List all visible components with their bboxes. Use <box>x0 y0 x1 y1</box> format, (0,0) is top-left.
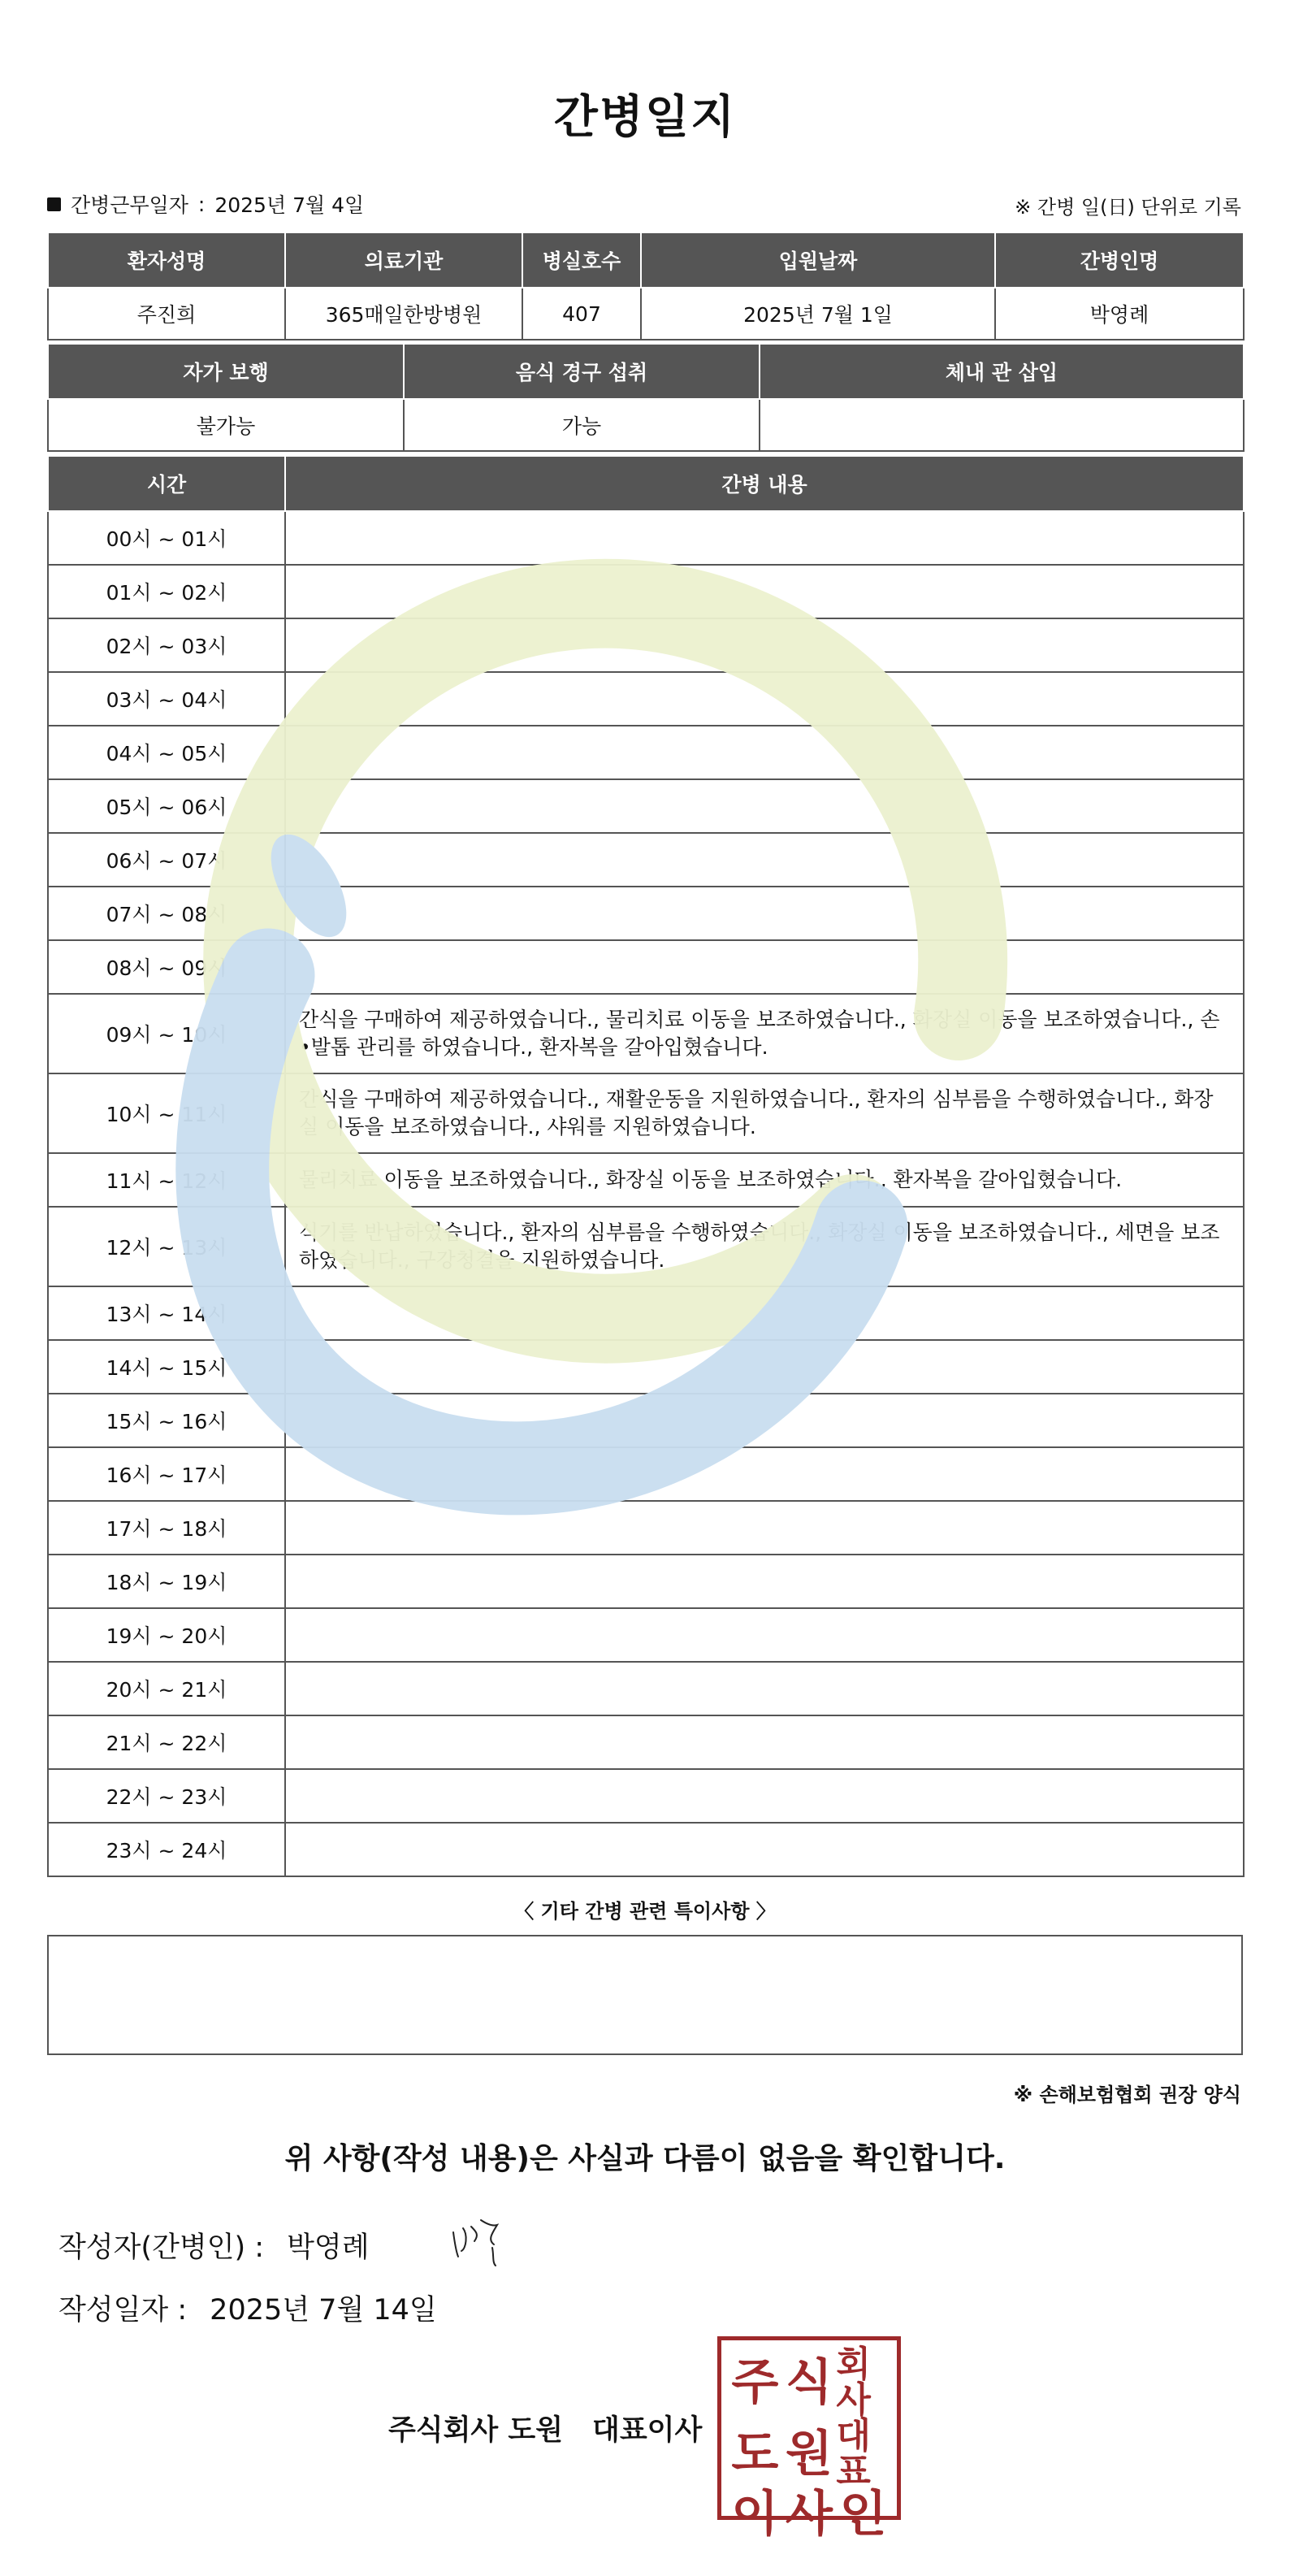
writer-name: 박영례 <box>287 2231 370 2264</box>
stamp-char: 원 <box>786 2426 833 2483</box>
care-content <box>285 726 1244 779</box>
table-row <box>48 833 1244 887</box>
oral-intake-value: 가능 <box>404 399 760 451</box>
self-walking-value: 불가능 <box>48 399 404 451</box>
table-row <box>48 1286 1244 1340</box>
time-slot: 21시 ~ 22시 <box>48 1715 285 1769</box>
table-row <box>48 1715 1244 1769</box>
stamp-char: 도 <box>731 2426 779 2483</box>
table-row <box>48 994 1244 1073</box>
writer-label: 작성자(간병인) : <box>58 2231 265 2264</box>
care-content <box>285 887 1244 940</box>
writer-line <box>58 2225 370 2266</box>
special-notes-title: 〈 기타 간병 관련 특이사항 〉 <box>514 1900 776 1923</box>
care-content: 간식을 구매하여 제공하였습니다., 재활운동을 지원하였습니다., 환자의 심부름을 수행하였습니다., 화장실 이동을 보조하였습니다., 샤워를 지원하였습니다. <box>285 1073 1244 1153</box>
written-date-line <box>58 2288 437 2328</box>
header-admission-date: 입원날짜 <box>641 232 995 288</box>
time-slot: 01시 ~ 02시 <box>48 565 285 618</box>
table-header-row <box>48 344 1244 399</box>
time-slot: 23시 ~ 24시 <box>48 1823 285 1876</box>
time-slot: 03시 ~ 04시 <box>48 672 285 726</box>
patient-info-table <box>47 232 1245 340</box>
stamp-char: 이 <box>731 2486 779 2543</box>
confirmation-statement: 위 사항(작성 내용)은 사실과 다름이 없음을 확인합니다. <box>284 2142 1006 2175</box>
table-row <box>48 672 1244 726</box>
time-slot: 09시 ~ 10시 <box>48 994 285 1073</box>
page-title: 간병일지 <box>553 91 737 144</box>
admission-date: 2025년 7월 1일 <box>641 288 995 340</box>
header-hospital: 의료기관 <box>285 232 522 288</box>
stamp-char: 주 <box>731 2354 779 2411</box>
table-row <box>48 1501 1244 1555</box>
header-caregiver-name: 간병인명 <box>995 232 1244 288</box>
table-row <box>48 887 1244 940</box>
stamp-char: 회사 <box>836 2344 871 2421</box>
time-slot: 22시 ~ 23시 <box>48 1769 285 1823</box>
header-patient-name: 환자성명 <box>48 232 285 288</box>
tube-insertion-value <box>760 399 1244 451</box>
patient-status-table <box>47 343 1245 452</box>
care-content <box>285 940 1244 994</box>
care-log-table <box>47 455 1245 1877</box>
care-content <box>285 1555 1244 1608</box>
table-header-row <box>48 456 1244 511</box>
time-slot: 11시 ~ 12시 <box>48 1153 285 1207</box>
time-slot: 14시 ~ 15시 <box>48 1340 285 1394</box>
table-row <box>48 1555 1244 1608</box>
handwritten-signature <box>447 2212 520 2277</box>
daily-record-note: ※ 간병 일(日) 단위로 기록 <box>1015 196 1241 219</box>
work-date-separator: : <box>197 192 206 216</box>
table-row <box>48 779 1244 833</box>
table-row <box>48 565 1244 618</box>
stamp-char: 사 <box>786 2486 833 2543</box>
care-content: 물리치료 이동을 보조하였습니다., 화장실 이동을 보조하였습니다., 환자복을 갈아입혔습니다. <box>285 1153 1244 1207</box>
table-row <box>48 1662 1244 1715</box>
care-content <box>285 1447 1244 1501</box>
room-number: 407 <box>522 288 641 340</box>
time-slot: 04시 ~ 05시 <box>48 726 285 779</box>
care-content <box>285 511 1244 565</box>
table-row <box>48 1073 1244 1153</box>
care-content <box>285 618 1244 672</box>
time-slot: 12시 ~ 13시 <box>48 1207 285 1286</box>
care-content: 식기를 반납하였습니다., 환자의 심부름을 수행하였습니다., 화장실 이동을 보조하였습니다., 세면을 보조하였습니다., 구강청결을 지원하였습니다. <box>285 1207 1244 1286</box>
care-content <box>285 1501 1244 1555</box>
header-time: 시간 <box>48 456 285 511</box>
patient-name: 주진희 <box>48 288 285 340</box>
table-row <box>48 288 1244 340</box>
time-slot: 07시 ~ 08시 <box>48 887 285 940</box>
table-row <box>48 1207 1244 1286</box>
time-slot: 18시 ~ 19시 <box>48 1555 285 1608</box>
time-slot: 05시 ~ 06시 <box>48 779 285 833</box>
time-slot: 15시 ~ 16시 <box>48 1394 285 1447</box>
hospital-name: 365매일한방병원 <box>285 288 522 340</box>
stamp-char: 인 <box>839 2486 887 2543</box>
time-slot: 06시 ~ 07시 <box>48 833 285 887</box>
company-seal-stamp <box>717 2336 901 2543</box>
header-oral-intake: 음식 경구 섭취 <box>404 344 760 399</box>
header-tube-insertion: 체내 관 삽입 <box>760 344 1244 399</box>
table-row <box>48 1394 1244 1447</box>
table-row <box>48 1608 1244 1662</box>
square-bullet-icon <box>47 197 61 211</box>
care-content <box>285 565 1244 618</box>
care-content <box>285 1394 1244 1447</box>
stamp-char: 식 <box>786 2354 833 2411</box>
care-content <box>285 833 1244 887</box>
care-content <box>285 1823 1244 1876</box>
table-row <box>48 511 1244 565</box>
stamp-char: 대표 <box>836 2415 871 2492</box>
header-care-content: 간병 내용 <box>285 456 1244 511</box>
table-row <box>48 940 1244 994</box>
care-content <box>285 779 1244 833</box>
header-self-walking: 자가 보행 <box>48 344 404 399</box>
table-row <box>48 399 1244 451</box>
table-row <box>48 1153 1244 1207</box>
company-title: 대표이사 <box>592 2414 703 2447</box>
table-row <box>48 1447 1244 1501</box>
time-slot: 10시 ~ 11시 <box>48 1073 285 1153</box>
care-content <box>285 1662 1244 1715</box>
company-name: 주식회사 도원 <box>388 2414 564 2447</box>
time-slot: 02시 ~ 03시 <box>48 618 285 672</box>
care-content <box>285 1715 1244 1769</box>
time-slot: 13시 ~ 14시 <box>48 1286 285 1340</box>
care-content <box>285 1340 1244 1394</box>
written-date-label: 작성일자 : <box>58 2294 188 2327</box>
written-date-value: 2025년 7월 14일 <box>210 2294 437 2327</box>
work-date <box>47 189 364 219</box>
care-content <box>285 1608 1244 1662</box>
recommendation-note: ※ 손해보험협회 권장 양식 <box>1013 2084 1241 2106</box>
table-header-row <box>48 232 1244 288</box>
time-slot: 08시 ~ 09시 <box>48 940 285 994</box>
table-row <box>48 1823 1244 1876</box>
time-slot: 17시 ~ 18시 <box>48 1501 285 1555</box>
table-row <box>48 1340 1244 1394</box>
time-slot: 19시 ~ 20시 <box>48 1608 285 1662</box>
table-row <box>48 726 1244 779</box>
care-content <box>285 672 1244 726</box>
work-date-label: 간병근무일자 <box>71 193 188 217</box>
company-signature-line <box>388 2408 702 2448</box>
care-content <box>285 1769 1244 1823</box>
care-content: 간식을 구매하여 제공하였습니다., 물리치료 이동을 보조하였습니다., 화장실 이동을 보조하였습니다., 손•발톱 관리를 하였습니다., 환자복을 갈아입혔습니다. <box>285 994 1244 1073</box>
header-room: 병실호수 <box>522 232 641 288</box>
time-slot: 16시 ~ 17시 <box>48 1447 285 1501</box>
special-notes-box <box>47 1935 1243 2055</box>
time-slot: 00시 ~ 01시 <box>48 511 285 565</box>
time-slot: 20시 ~ 21시 <box>48 1662 285 1715</box>
table-row <box>48 1769 1244 1823</box>
caregiver-name: 박영례 <box>995 288 1244 340</box>
table-row <box>48 618 1244 672</box>
care-content <box>285 1286 1244 1340</box>
work-date-value: 2025년 7월 4일 <box>214 193 365 217</box>
